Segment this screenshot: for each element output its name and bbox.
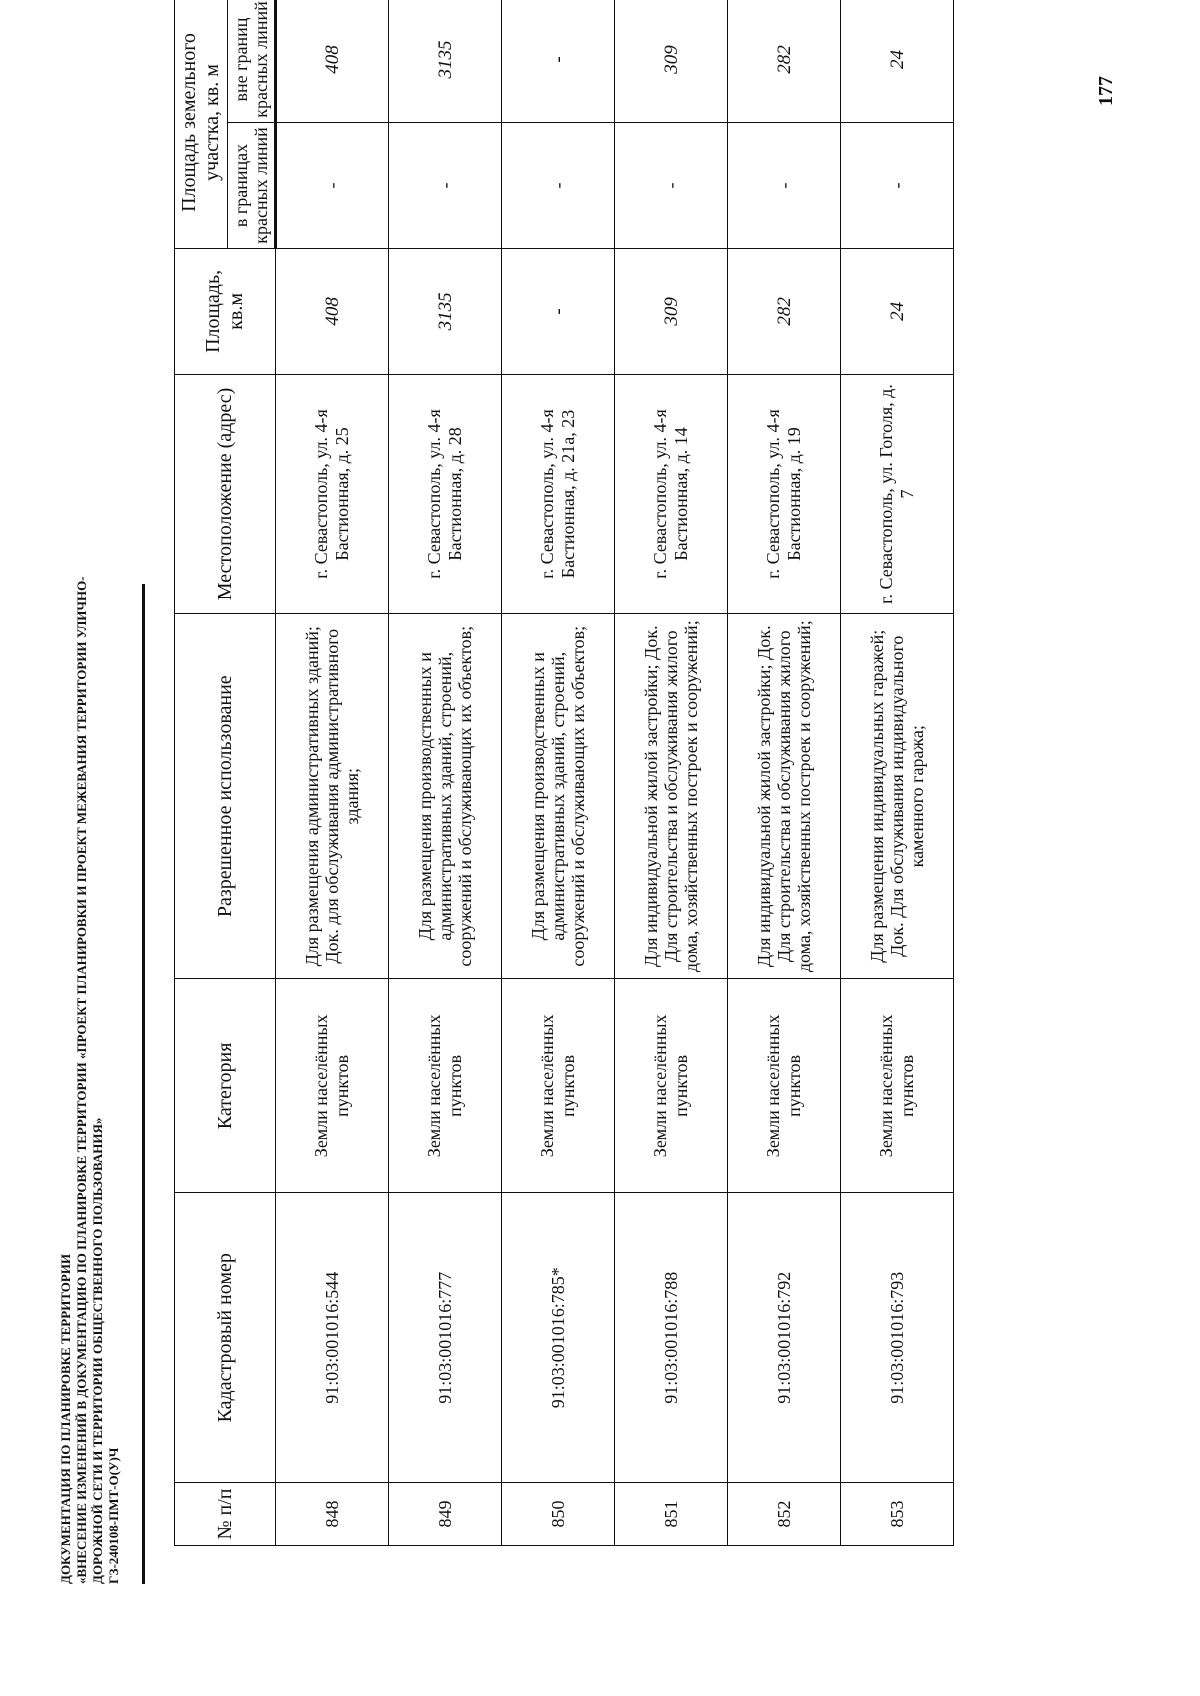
cell-cadastral: 91:03:001016:788: [615, 1193, 728, 1483]
cell-location: г. Севастополь, ул. Гоголя, д. 7: [841, 374, 954, 613]
cell-area: 3135: [389, 248, 502, 374]
cell-num: 853: [841, 1483, 954, 1546]
cell-outside: 3135: [389, 0, 502, 123]
cell-area: 24: [841, 248, 954, 374]
cell-num: 849: [389, 1483, 502, 1546]
col-header-location: Местоположение (адрес): [175, 374, 276, 613]
header-line-3: ДОРОЖНОЙ СЕТИ И ТЕРРИТОРИИ ОБЩЕСТВЕННОГО ПОЛЬЗОВАНИЯ»: [90, 1117, 105, 1584]
header-rule: [142, 584, 145, 1584]
cell-use: Для размещения производственных и административных зданий, строений, сооружений и обслуживающих их объектов;: [389, 614, 502, 979]
col-header-num: № п/п: [175, 1483, 276, 1546]
cell-outside: 282: [728, 0, 841, 123]
cell-use: Для индивидуальной жилой застройки; Док. Для строительства и обслуживания жилого дома, хозяйственных построек и сооружений;: [615, 614, 728, 979]
col-header-plot-area: Площадь земельного участка, кв. м: [175, 0, 228, 248]
cell-category: Земли населённых пунктов: [502, 979, 615, 1193]
cell-inside: -: [502, 123, 615, 249]
page-number: 177: [1095, 76, 1117, 106]
cell-use: Для индивидуальной жилой застройки; Док. Для строительства и обслуживания жилого дома, хозяйственных построек и сооружений;: [728, 614, 841, 979]
cell-outside: 24: [841, 0, 954, 123]
cell-num: 852: [728, 1483, 841, 1546]
table-row: [502, 0, 615, 1546]
cell-use: Для размещения индивидуальных гаражей; Док. Для обслуживания индивидуального каменного гаража;: [841, 614, 954, 979]
header-line-2: «ВНЕСЕНИЕ ИЗМЕНЕНИЙ В ДОКУМЕНТАЦИЮ ПО ПЛАНИРОВКЕ ТЕРРИТОРИИ «ПРОЕКТ ПЛАНИРОВКИ И ПРОЕКТ МЕЖЕВАНИЯ ТЕРРИТОРИИ УЛИЧНО-: [74, 576, 89, 1584]
header-row: [175, 0, 228, 1546]
cell-inside: -: [276, 123, 389, 249]
cell-category: Земли населённых пунктов: [615, 979, 728, 1193]
table-row: [389, 0, 502, 1546]
cell-cadastral: 91:03:001016:793: [841, 1193, 954, 1483]
header-line-1: ДОКУМЕНТАЦИЯ ПО ПЛАНИРОВКЕ ТЕРРИТОРИИ: [58, 1253, 73, 1584]
cell-location: г. Севастополь, ул. 4-я Бастионная, д. 19: [728, 374, 841, 613]
cell-num: 850: [502, 1483, 615, 1546]
cell-outside: -: [502, 0, 615, 123]
col-header-area: Площадь, кв.м: [175, 248, 276, 374]
cell-area: 408: [276, 248, 389, 374]
cell-category: Земли населённых пунктов: [728, 979, 841, 1193]
col-header-category: Категория: [175, 979, 276, 1193]
cell-category: Земли населённых пунктов: [389, 979, 502, 1193]
cell-cadastral: 91:03:001016:792: [728, 1193, 841, 1483]
cell-num: 848: [276, 1483, 389, 1546]
cell-location: г. Севастополь, ул. 4-я Бастионная, д. 25: [276, 374, 389, 613]
cell-cadastral: 91:03:001016:544: [276, 1193, 389, 1483]
table-row: [615, 0, 728, 1546]
cell-inside: -: [615, 123, 728, 249]
cell-category: Земли населённых пунктов: [841, 979, 954, 1193]
header-line-4: ГЗ-240108-ПМТ-О(У)Ч: [106, 1447, 121, 1584]
col-header-use: Разрешенное использование: [175, 614, 276, 979]
cell-outside: 408: [276, 0, 389, 123]
cell-area: 282: [728, 248, 841, 374]
cell-use: Для размещения производственных и административных зданий, строений, сооружений и обслуживающих их объектов;: [502, 614, 615, 979]
cell-area: 309: [615, 248, 728, 374]
land-plot-table: [174, 0, 954, 1546]
table-row: [728, 0, 841, 1546]
cell-area: -: [502, 248, 615, 374]
cell-location: г. Севастополь, ул. 4-я Бастионная, д. 14: [615, 374, 728, 613]
cell-inside: -: [841, 123, 954, 249]
cell-location: г. Севастополь, ул. 4-я Бастионная, д. 28: [389, 374, 502, 613]
table-row: [841, 0, 954, 1546]
cell-cadastral: 91:03:001016:777: [389, 1193, 502, 1483]
cell-inside: -: [728, 123, 841, 249]
table-row: [276, 0, 389, 1546]
document-header: [58, 184, 122, 1584]
cell-inside: -: [389, 123, 502, 249]
col-header-outside: вне границ красных линий: [228, 0, 276, 123]
cell-outside: 309: [615, 0, 728, 123]
cell-num: 851: [615, 1483, 728, 1546]
cell-category: Земли населённых пунктов: [276, 979, 389, 1193]
col-header-cadastral: Кадастровый номер: [175, 1193, 276, 1483]
cell-cadastral: 91:03:001016:785*: [502, 1193, 615, 1483]
cell-use: Для размещения административных зданий; Док. для обслуживания административного здания;: [276, 614, 389, 979]
cell-location: г. Севастополь, ул. 4-я Бастионная, д. 21а, 23: [502, 374, 615, 613]
col-header-inside: в границах красных линий: [228, 123, 276, 249]
